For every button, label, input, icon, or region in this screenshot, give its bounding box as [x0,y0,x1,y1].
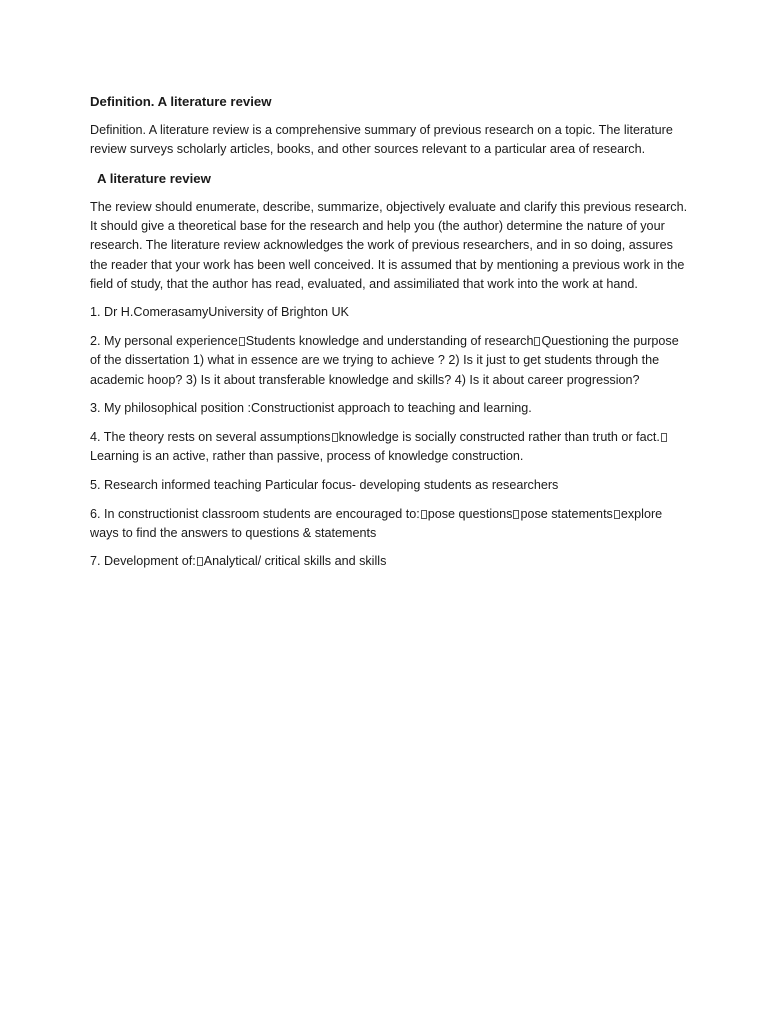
missing-glyph-icon [614,510,620,519]
list-item-2-part-c: Questioning the purpose of the dissertation 1) what in essence are we trying to achieve ? 2) Is it just to get students through the academic hoop? 3) Is it about transferable knowledge and skills? 4) Is it about career progression? [90,334,679,387]
list-item-2 [90,332,690,390]
missing-glyph-icon [332,433,338,442]
list-item-6 [90,505,690,543]
list-item-6-part-b: pose questions [427,506,513,521]
list-item-6-part-c: pose statements [520,506,613,521]
missing-glyph-icon [197,557,203,566]
list-item-5: 5. Research informed teaching Particular focus- developing students as researchers [90,477,559,492]
list-item-7-part-b: Analytical/ critical skills and skills [203,554,387,569]
list-item-2-part-b: Students knowledge and understanding of research [245,334,534,349]
list-item-1: 1. Dr H.ComerasamyUniversity of Brighton UK [90,305,349,320]
list-item-3: 3. My philosophical position :Constructionist approach to teaching and learning. [90,401,532,416]
list-item-6-part-d: explore ways to find the answers to questions & statements [90,506,663,540]
document-page [90,92,690,581]
heading-literature-review: A literature review [97,170,211,186]
paragraph-review-description: The review should enumerate, describe, summarize, objectively evaluate and clarify this previous research. It should give a theoretical base for the research and help you (the author) determine the nature of your research. The literature review acknowledges the work of previous researchers, and in so doing, assures the reader that your work has been well conceived. It is assumed that by mentioning a previous work in the field of study, that the author has read, evaluated, and assimiliated that work into the work at hand. [90,199,688,291]
heading-definition: Definition. A literature review [90,94,272,109]
list-item-2-part-a: 2. My personal experience [90,334,238,349]
paragraph-definition: Definition. A literature review is a comprehensive summary of previous research on a topic. The literature review surveys scholarly articles, books, and other sources relevant to a particular area of research. [90,123,673,157]
list-item-4-part-c: Learning is an active, rather than passive, process of knowledge construction. [90,449,524,464]
list-item-7 [90,552,690,571]
missing-glyph-icon [534,337,540,346]
missing-glyph-icon [421,510,427,519]
list-item-7-part-a: 7. Development of: [90,554,196,569]
list-item-4-part-b: knowledge is socially constructed rather than truth or fact. [338,429,660,444]
missing-glyph-icon [513,510,519,519]
list-item-6-part-a: 6. In constructionist classroom students are encouraged to: [90,506,420,521]
missing-glyph-icon [239,337,245,346]
missing-glyph-icon [661,433,667,442]
list-item-4-part-a: 4. The theory rests on several assumptions [90,429,331,444]
list-item-4 [90,428,690,466]
